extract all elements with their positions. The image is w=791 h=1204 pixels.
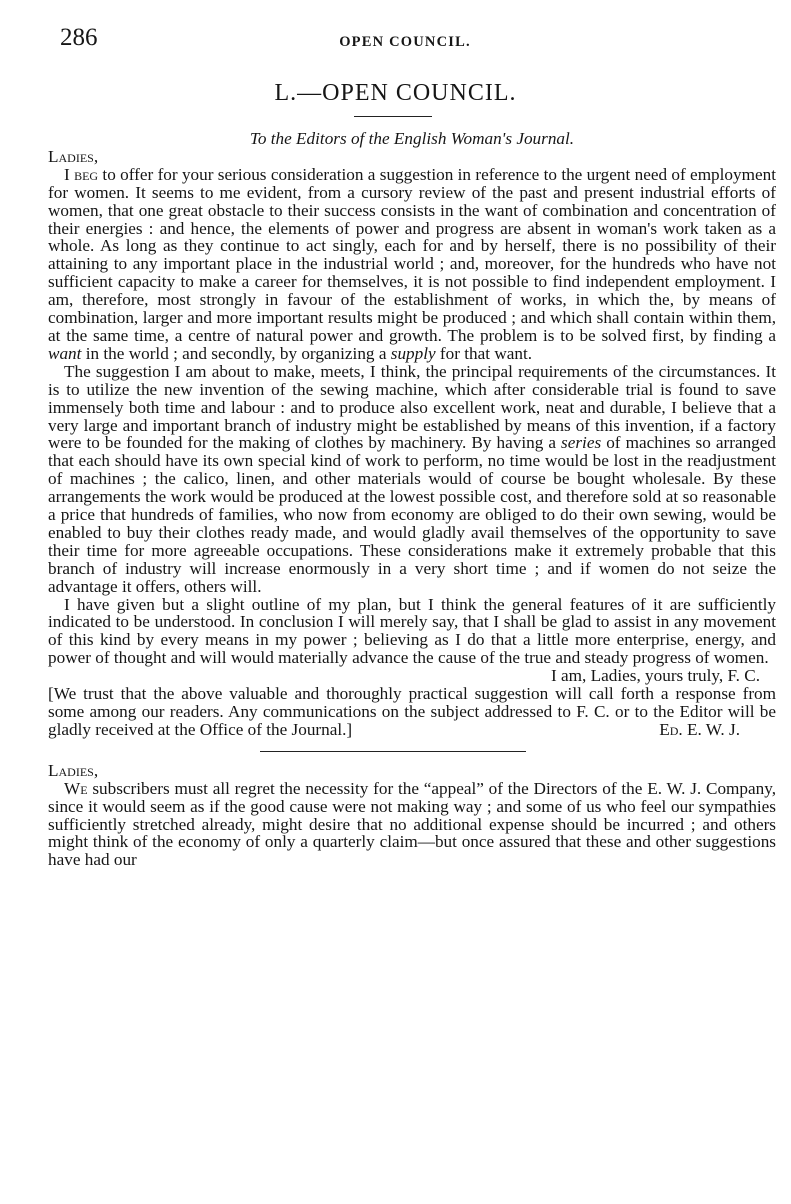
editor-signature: Ed. E. W. J. bbox=[659, 719, 740, 739]
emphasis-supply: supply bbox=[390, 343, 436, 363]
letter-paragraph-2: The suggestion I am about to make, meets, I think, the principal requirements of the circumstances. It is to utilize the new invention of the sewing machine, which after considerable trial is found to save immensely both time and labour : and to produce also excellent work, neat and durable, I believe that a very large and important branch of industry might be established by means of this invention, if a factory were to be founded for the making of clothes by machinery. By having a series of machines so arranged that each should have its own special kind of work to perform, no time would be lost in the readjustment of machines ; the calico, linen, and other materials would of course be bought wholesale. By these arrangements the work would be produced at the lowest possible cost, and therefore sold at so reasonable a price that hundreds of families, who now from economy are obliged to do their own sewing, would be enabled to buy their clothes ready made, and would gladly avail themselves of the opportunity to save their time for more agreeable occupations. These considerations make it extremely probable that this branch of industry will increase enormously in a very short time ; and if women do not seize the advantage it offers, others will. bbox=[48, 361, 776, 596]
letter-signoff: I am, Ladies, yours truly, F. C. bbox=[551, 666, 760, 686]
emphasis-series: series bbox=[561, 433, 602, 453]
section-rule bbox=[260, 751, 526, 752]
paragraph-lead: We bbox=[64, 778, 88, 798]
title-rule bbox=[354, 116, 432, 117]
second-letter-paragraph: We subscribers must all regret the necessity for the “appeal” of the Directors of the E. W. J. Company, since it would seem as if the good cause were not making way ; and some of us who feel our sympathies sufficiently stretched already, might desire that no additional expense should be incurred ; and others might think of the economy of only a quarterly claim—but once assured that these and other suggestions have had our bbox=[48, 778, 776, 870]
editor-note bbox=[48, 685, 776, 739]
running-head bbox=[60, 24, 750, 58]
running-title: OPEN COUNCIL. bbox=[339, 34, 471, 50]
emphasis-want: want bbox=[48, 343, 82, 363]
article-body bbox=[48, 130, 776, 869]
letter-paragraph-3: I have given but a slight outline of my plan, but I think the general features of it are sufficiently indicated to be understood. In conclusion I will merely say, that I shall be glad to assist in any movement of this kind by every means in my power ; believing as I do that a little more enterprise, energy, and power of thought and will would materially advance the cause of the true and steady progress of women. bbox=[48, 594, 776, 668]
letter-salutation: Ladies, bbox=[48, 146, 99, 166]
paragraph-lead: I beg bbox=[64, 164, 99, 184]
letter-address: To the Editors of the English Woman's Journal. bbox=[249, 129, 575, 148]
page-number: 286 bbox=[60, 24, 98, 51]
article-title: L.—OPEN COUNCIL. bbox=[274, 80, 517, 106]
editor-note-text: [We trust that the above valuable and thoroughly practical suggestion will call forth a response from some among our readers. Any communications on the subject addressed to F. C. or to the Editor will be gladly received at the Office of the Journal.] bbox=[48, 684, 776, 739]
second-letter-salutation: Ladies, bbox=[48, 760, 99, 780]
letter-paragraph-1: I beg to offer for your serious consideration a suggestion in reference to the urgent need of employment for women. It seems to me evident, from a cursory review of the past and present industrial efforts of women, that one great obstacle to their success consists in the want of combination and concentration of their energies : and hence, the elements of power and progress are absent in woman's work taken as a whole. As long as they continue to act singly, each for and by herself, there is no possibility of their attaining to any important place in the industrial world ; and, moreover, for the hundreds who have not sufficient capacity to make a career for themselves, it is not possible to find independent employment. I am, therefore, most strongly in favour of the establishment of works, in which the, by means of combination, larger and more important results might be produced ; and which shall contain within them, at the same time, a centre of natural power and growth. The problem is to be solved first, by finding a want in the world ; and secondly, by organizing a supply for that want. bbox=[48, 164, 776, 363]
